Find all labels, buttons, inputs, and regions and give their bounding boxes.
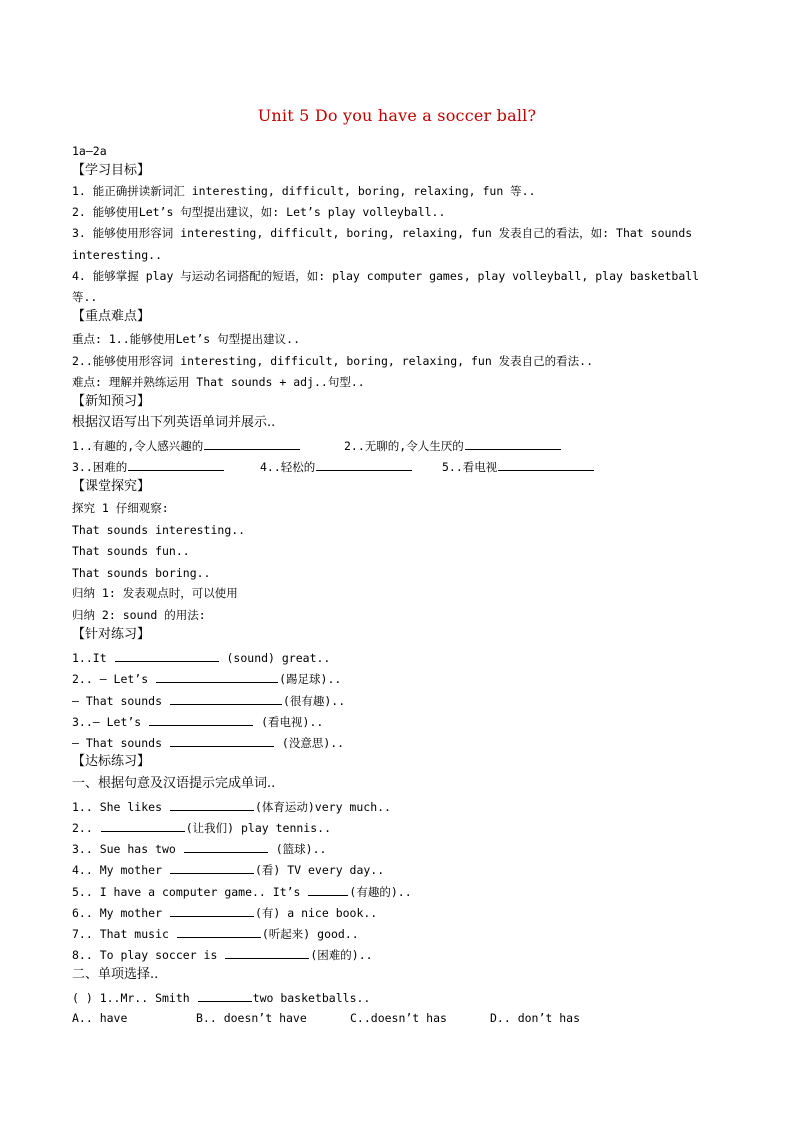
page-title: Unit 5 Do you have a soccer ball? — [257, 106, 537, 125]
preview-item-2 — [344, 437, 562, 454]
example-sentence-1: That sounds interesting.. — [72, 523, 246, 537]
exercise-8-prompt: 8.. To play soccer is — [72, 948, 218, 962]
goal-4-continued: 等.. — [72, 290, 98, 304]
part-two-instruction: 二、单项选择.. — [72, 967, 159, 982]
heading-key-points: 【重点难点】 — [72, 309, 151, 324]
exercise-6 — [72, 904, 732, 921]
exercise-2-prompt: 2.. — [72, 821, 93, 835]
goal-3: 3. 能够使用形容词 interesting, difficult, boring, relaxing, fun 发表自己的看法，如: That sounds — [72, 226, 693, 240]
practice-2 — [72, 670, 732, 687]
preview-item-1-label: 1..有趣的,令人感兴趣的 — [72, 439, 204, 453]
exercise-2 — [72, 819, 732, 836]
practice-2-reply-hint: (很有趣).. — [282, 694, 346, 708]
key-point-2: 2..能够使用形容词 interesting, difficult, boring, relaxing, fun 发表自己的看法.. — [72, 354, 594, 368]
practice-1-blank[interactable] — [115, 649, 219, 662]
exercise-2-blank[interactable] — [101, 819, 185, 832]
choice-question-1 — [72, 989, 732, 1006]
exercise-6-blank[interactable] — [170, 904, 254, 917]
key-point-1: 重点: 1..能够使用Let’s 句型提出建议.. — [72, 332, 301, 346]
section-code: 1a—2a — [72, 144, 107, 158]
exercise-6-prompt: 6.. My mother — [72, 906, 163, 920]
exercise-3-blank[interactable] — [184, 840, 268, 853]
exercise-4-blank[interactable] — [170, 861, 254, 874]
exercise-1-hint: (体育运动)very much.. — [254, 800, 391, 814]
heading-standard-practice: 【达标练习】 — [72, 754, 151, 769]
heading-targeted-practice: 【针对练习】 — [72, 627, 151, 642]
option-b[interactable]: B.. doesn’t have — [196, 1011, 307, 1025]
preview-item-4-label: 4..轻松的 — [260, 460, 316, 474]
option-c[interactable]: C..doesn’t has — [350, 1011, 447, 1025]
preview-item-2-label: 2..无聊的,令人生厌的 — [344, 439, 464, 453]
practice-3-reply — [72, 734, 732, 751]
exercise-5-prompt: 5.. I have a computer game.. It’s — [72, 885, 301, 899]
exercise-1 — [72, 798, 732, 815]
practice-3-reply-blank[interactable] — [170, 734, 274, 747]
preview-item-4-blank[interactable] — [316, 458, 412, 471]
preview-item-3-label: 3..困难的 — [72, 460, 128, 474]
preview-item-1-blank[interactable] — [204, 437, 300, 450]
goal-1: 1. 能正确拼读新词汇 interesting, difficult, boring, relaxing, fun 等.. — [72, 184, 536, 198]
practice-2-prompt: 2.. — Let’s — [72, 672, 149, 686]
heading-learning-goals: 【学习目标】 — [72, 163, 151, 178]
example-sentence-3: That sounds boring.. — [72, 566, 211, 580]
practice-3-blank[interactable] — [149, 713, 253, 726]
practice-3 — [72, 713, 732, 730]
preview-item-1 — [72, 437, 301, 454]
preview-item-5-label: 5..看电视 — [442, 460, 498, 474]
exercise-3-prompt: 3.. Sue has two — [72, 842, 176, 856]
exercise-5 — [72, 883, 732, 900]
choice-question-1-rest: two basketballs.. — [252, 991, 371, 1005]
explore-1: 探究 1 仔细观察: — [72, 501, 169, 515]
practice-2-reply-blank[interactable] — [170, 692, 282, 705]
exercise-6-hint: (有) a nice book.. — [254, 906, 378, 920]
exercise-4-hint: (看) TV every day.. — [254, 863, 385, 877]
heading-preview: 【新知预习】 — [72, 394, 151, 409]
practice-3-reply-hint: (没意思).. — [281, 736, 345, 750]
goal-4: 4. 能够掌握 play 与运动名词搭配的短语，如: play computer games, play volleyball, play basketball — [72, 269, 700, 283]
example-sentence-2: That sounds fun.. — [72, 544, 190, 558]
choice-question-1-blank[interactable] — [198, 989, 252, 1002]
exercise-3 — [72, 840, 732, 857]
exercise-5-blank[interactable] — [308, 883, 348, 896]
practice-1-prompt: 1..It — [72, 651, 107, 665]
preview-item-3-blank[interactable] — [128, 458, 224, 471]
preview-item-2-blank[interactable] — [465, 437, 561, 450]
goal-3-continued: interesting.. — [72, 248, 163, 262]
practice-3-prompt: 3..— Let’s — [72, 715, 142, 729]
practice-2-blank[interactable] — [156, 670, 278, 683]
preview-item-5-blank[interactable] — [498, 458, 594, 471]
preview-item-4 — [260, 458, 413, 475]
summary-1: 归纳 1: 发表观点时，可以使用 — [72, 586, 238, 600]
exercise-2-hint: (让我们) play tennis.. — [185, 821, 331, 835]
preview-instruction: 根据汉语写出下列英语单词并展示.. — [72, 415, 276, 430]
choice-question-1-prompt: ( ) 1..Mr.. Smith — [72, 991, 190, 1005]
exercise-7-prompt: 7.. That music — [72, 927, 169, 941]
summary-2: 归纳 2: sound 的用法: — [72, 608, 206, 622]
practice-2-reply — [72, 692, 732, 709]
exercise-7 — [72, 925, 732, 942]
exercise-4 — [72, 861, 732, 878]
difficult-point: 难点: 理解并熟练运用 That sounds + adj..句型.. — [72, 375, 365, 389]
part-one-instruction: 一、根据句意及汉语提示完成单词.. — [72, 776, 276, 791]
practice-3-hint: (看电视).. — [261, 715, 324, 729]
exercise-7-hint: (听起来) good.. — [261, 927, 359, 941]
preview-item-3 — [72, 458, 225, 475]
exercise-7-blank[interactable] — [177, 925, 261, 938]
practice-2-reply-prompt: — That sounds — [72, 694, 163, 708]
exercise-8-blank[interactable] — [225, 946, 309, 959]
exercise-8-hint: (困难的).. — [310, 948, 373, 962]
exercise-4-prompt: 4.. My mother — [72, 863, 163, 877]
exercise-8 — [72, 946, 732, 963]
goal-2: 2. 能够使用Let’s 句型提出建议，如: Let’s play volleyball.. — [72, 205, 446, 219]
heading-class-explore: 【课堂探究】 — [72, 479, 151, 494]
preview-item-5 — [442, 458, 595, 475]
practice-1 — [72, 649, 732, 666]
option-d[interactable]: D.. don’t has — [490, 1011, 581, 1025]
practice-3-reply-prompt: — That sounds — [72, 736, 163, 750]
exercise-1-prompt: 1.. She likes — [72, 800, 163, 814]
option-a[interactable]: A.. have — [72, 1011, 128, 1025]
practice-2-hint: (踢足球).. — [279, 672, 342, 686]
practice-1-hint: (sound) great.. — [226, 651, 331, 665]
exercise-5-hint: (有趣的).. — [349, 885, 412, 899]
exercise-1-blank[interactable] — [170, 798, 254, 811]
exercise-3-hint: (篮球).. — [275, 842, 327, 856]
